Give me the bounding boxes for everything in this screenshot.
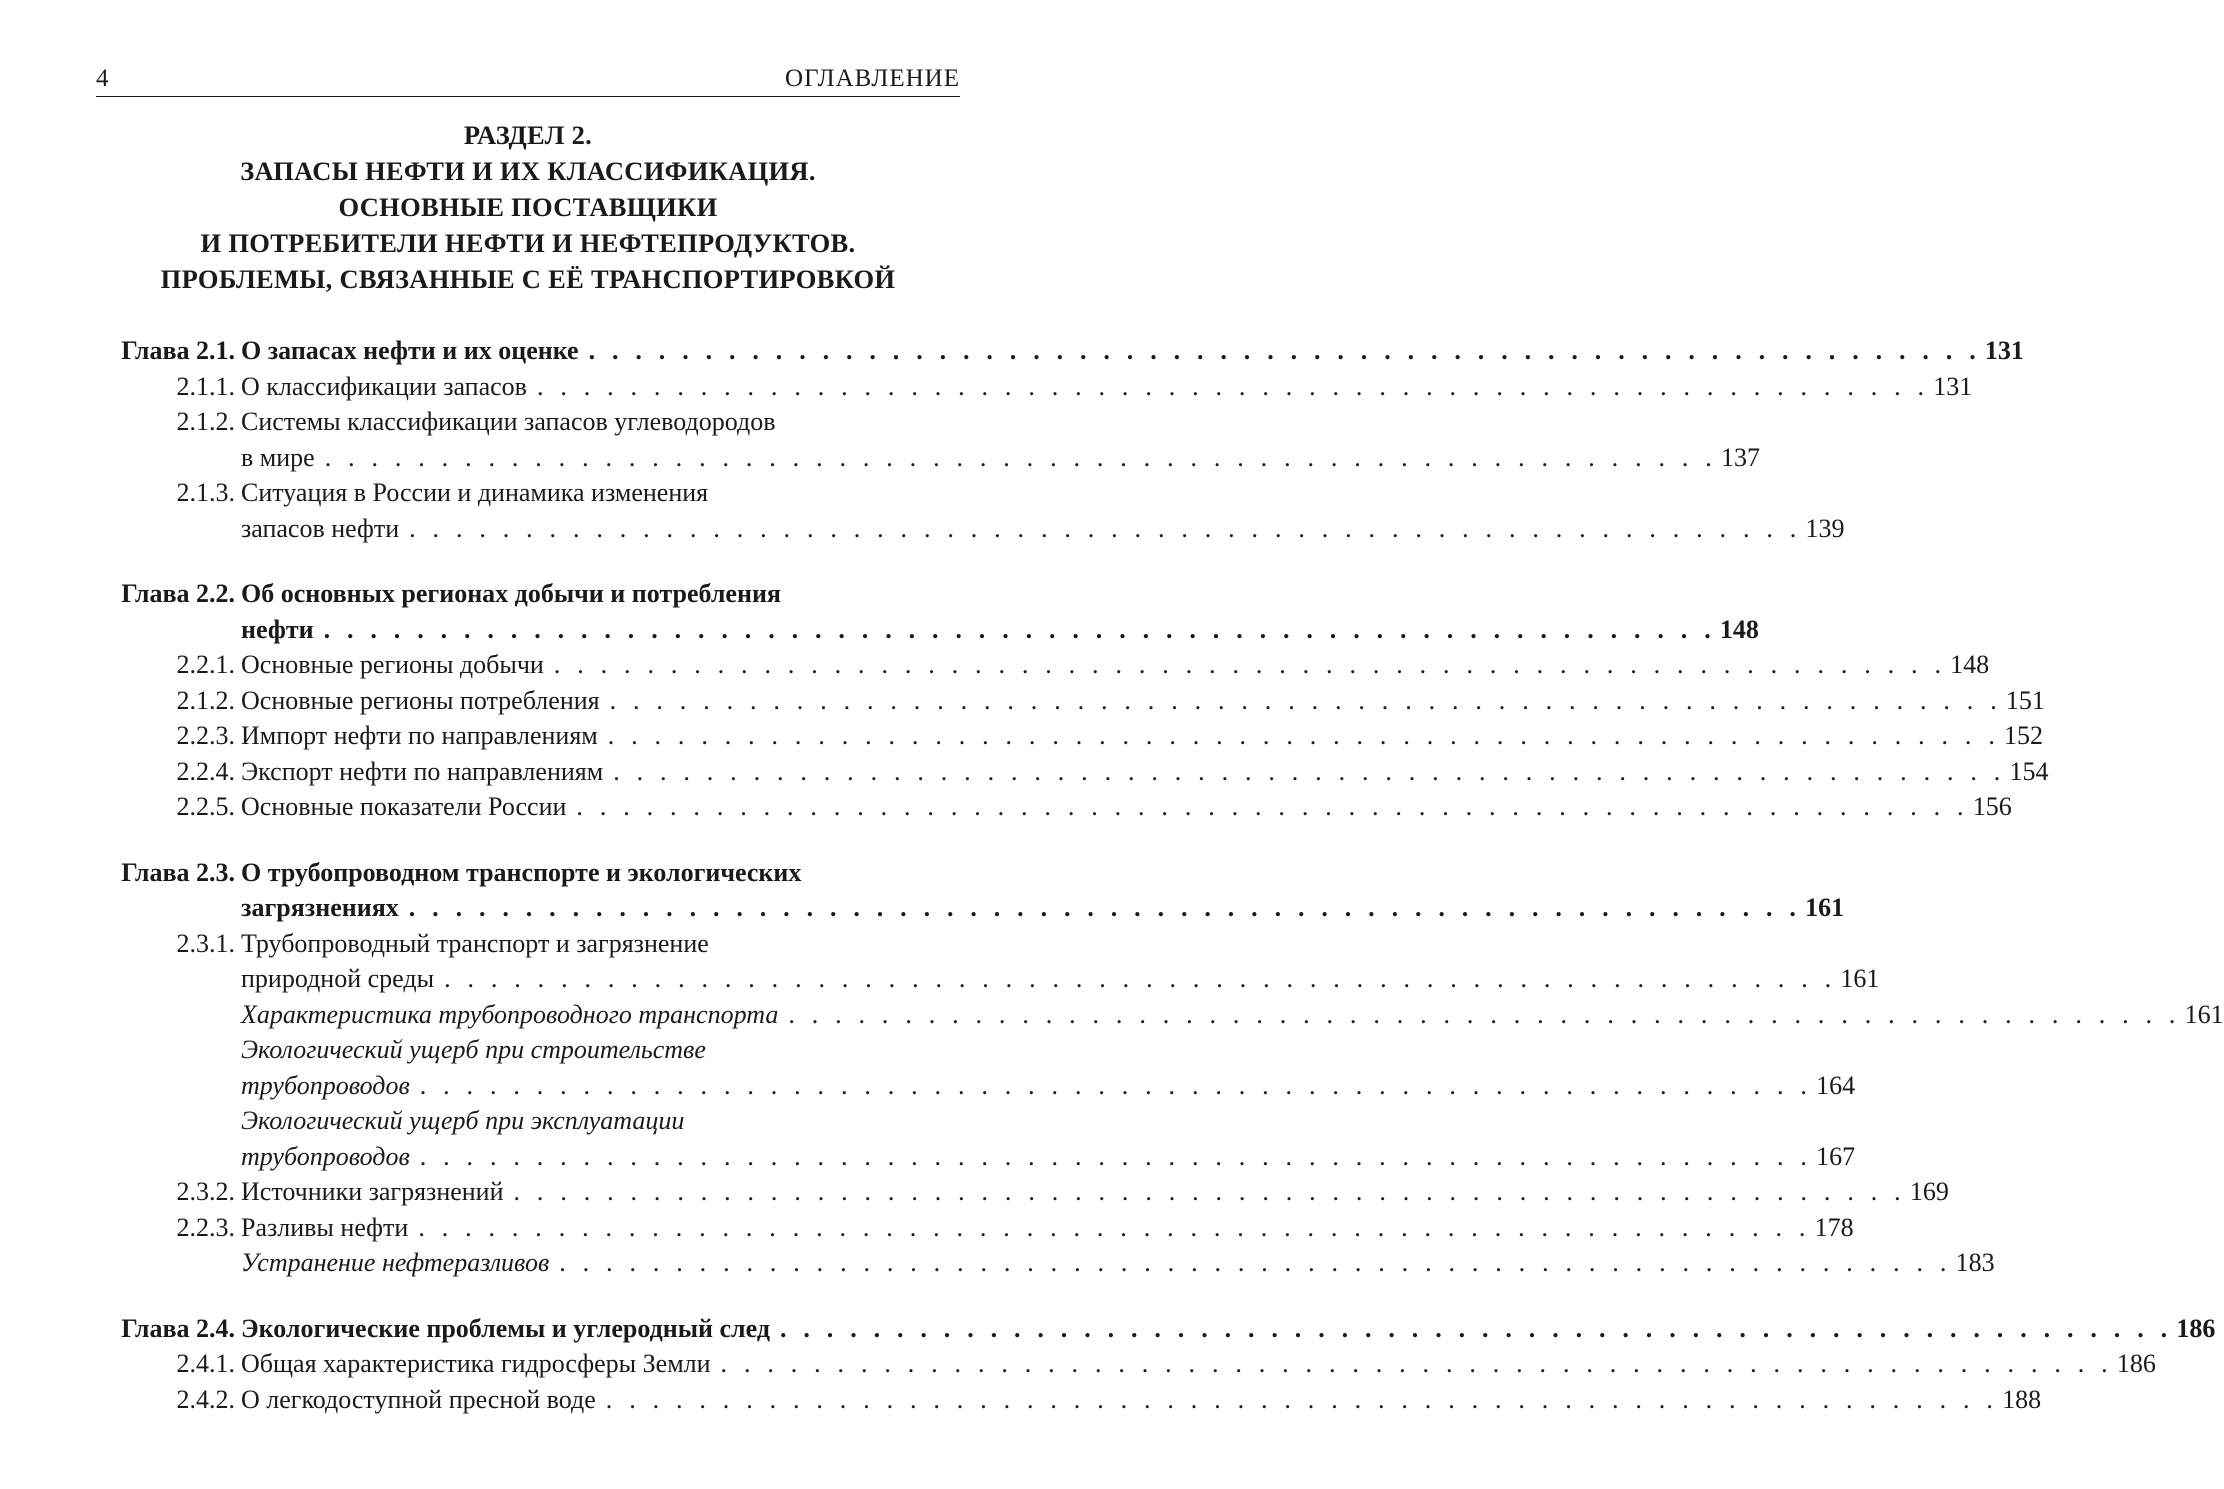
toc-entry-text [241,1210,1854,1246]
toc-leader-dots: . . . . . . . . . . . . . . . . . . . . . . . . . . . . . . . . . . . . . . . . . . . . . . . . . . . . . . . . . . . . [609,685,2002,715]
toc-entry-title: О легкодоступной пресной воде [241,1384,596,1414]
toc-entry-line[interactable] [96,647,1990,683]
toc-entry-number: 2.2.4. [176,756,235,786]
toc-entry-title: Разливы нефти [241,1212,409,1242]
toc-page-number: 139 [1805,513,1845,543]
toc-page-number: 148 [1719,614,1759,644]
toc-entry-text [241,647,1990,683]
section-title-line: И ПОТРЕБИТЕЛИ НЕФТИ И НЕФТЕПРОДУКТОВ. [200,228,856,258]
toc-leader-dots: . . . . . . . . . . . . . . . . . . . . . . . . . . . . . . . . . . . . . . . . . . . . . . . . . . . . . . . . . . . . [559,1248,1952,1277]
toc-entry-title: загрязнениях [241,893,399,922]
toc-entry-text [241,1103,960,1139]
toc-entry-line[interactable] [96,789,2012,825]
toc-entry-line[interactable] [96,1032,960,1068]
toc-page-number: 131 [1984,336,2024,365]
toc-entry-text [241,683,2045,719]
toc-entry-line[interactable] [96,440,1760,476]
toc-entry-text [241,612,1759,648]
toc-entry-number: 2.2.3. [176,1212,235,1242]
toc-entry-number: Глава 2.1. [121,336,235,365]
toc-entry-title: в мире [241,442,315,472]
toc-entry-number: 2.2.1. [176,650,235,679]
toc-entry-number: Глава 2.3. [121,857,235,887]
toc-entry-title: Ситуация в России и динамика изменения [241,478,709,507]
toc-leader-dots: . . . . . . . . . . . . . . . . . . . . . . . . . . . . . . . . . . . . . . . . . . . . . . . . . . . . . . . . . . . . [536,371,1930,401]
toc-page-number: 131 [1933,371,1973,401]
toc-entry-title: О трубопроводном транспорте и экологических [241,857,802,887]
toc-entry-line[interactable] [96,961,1880,997]
toc-entry-title: нефти [241,614,314,644]
running-title: ОГЛАВЛЕНИЕ [785,65,960,92]
toc-entry-line[interactable] [96,1311,2216,1347]
toc-entry-line[interactable] [96,718,2044,754]
toc-entry-number: 2.4.1. [176,1349,235,1378]
toc-page-number: 161 [1840,964,1880,993]
toc-entry-title: Экологический ущерб при эксплуатации [241,1106,685,1135]
toc-page-number: 186 [2176,1313,2216,1343]
toc-entry-line[interactable] [96,1245,1995,1281]
toc-page-number: 148 [1950,650,1990,679]
toc-chapter [96,333,2024,546]
toc-entry-text [241,511,1845,547]
toc-entry-title: Основные регионы добычи [241,650,544,679]
toc-entry-text [241,961,1880,997]
toc-entry-text [241,1382,2042,1418]
toc-entry-text [241,475,960,511]
toc-entry-line[interactable] [96,333,2024,369]
toc-leader-dots: . . . . . . . . . . . . . . . . . . . . . . . . . . . . . . . . . . . . . . . . . . . . . . . . . . . . . . . . . . . . [607,721,2001,750]
toc-entry-title: запасов нефти [241,513,400,543]
toc-entry-text [241,369,1973,405]
toc-page-number: 161 [2184,999,2224,1029]
toc-entry-text [241,855,960,891]
toc-entry-title: Системы классификации запасов углеводородов [241,407,776,436]
section-title-line: ЗАПАСЫ НЕФТИ И ИХ КЛАССИФИКАЦИЯ. [240,156,816,186]
page-number: 4 [96,65,109,92]
toc-entry-line[interactable] [96,1382,2042,1418]
toc-leader-dots: . . . . . . . . . . . . . . . . . . . . . . . . . . . . . . . . . . . . . . . . . . . . . . . . . . . . . . . . . . . . [418,1212,1811,1242]
toc-entry-line[interactable] [96,475,960,511]
toc-page-number: 152 [2004,721,2044,750]
toc-entry-title: Импорт нефти по направлениям [241,721,598,750]
toc-entry-line[interactable] [96,1068,1856,1104]
toc-entry-title: Экологический ущерб при строительстве [241,1035,706,1064]
toc-chapter [96,1311,2216,1418]
toc-chapter [96,855,2224,1281]
toc-entry-line[interactable] [96,612,1759,648]
toc-entry-line[interactable] [96,926,960,962]
toc-entry-number: 2.4.2. [176,1384,235,1414]
toc-entry-title: Экологические проблемы и углеродный след [241,1313,770,1343]
toc-leader-dots: . . . . . . . . . . . . . . . . . . . . . . . . . . . . . . . . . . . . . . . . . . . . . . . . . . . . . . . . . . . . [576,792,1969,821]
toc-entry-text [241,1174,1949,1210]
toc-entry-title: О классификации запасов [241,371,527,401]
section-title-line: РАЗДЕЛ 2. [463,120,593,150]
toc-page-number: 178 [1814,1212,1854,1242]
toc-leader-dots: . . . . . . . . . . . . . . . . . . . . . . . . . . . . . . . . . . . . . . . . . . . . . . . . . . . . . . . . . . . . [444,964,1837,993]
toc-entry-title: трубопроводов [241,1141,410,1171]
toc-leader-dots: . . . . . . . . . . . . . . . . . . . . . . . . . . . . . . . . . . . . . . . . . . . . . . . . . . . . . . . . . . . . [553,650,1947,679]
toc-entry-text [241,1245,1995,1281]
toc-entry-text [241,926,960,962]
toc-leader-dots: . . . . . . . . . . . . . . . . . . . . . . . . . . . . . . . . . . . . . . . . . . . . . . . . . . . . . . . . . . . . [408,893,1802,922]
toc-entry-line[interactable] [96,855,960,891]
toc-leader-dots: . . . . . . . . . . . . . . . . . . . . . . . . . . . . . . . . . . . . . . . . . . . . . . . . . . . . . . . . . . . . [588,336,1981,365]
toc-page-number: 188 [2002,1384,2042,1414]
toc-entry-line[interactable] [96,1103,960,1139]
toc-entry-line[interactable] [96,1346,2156,1382]
toc-entry-title: Общая характеристика гидросферы Земли [241,1349,711,1378]
table-of-contents [96,333,2224,1447]
toc-entry-title: Устранение нефтеразливов [241,1248,550,1277]
toc-entry-text [241,718,2044,754]
running-header [96,64,960,97]
toc-entry-title: Основные регионы потребления [241,685,600,715]
toc-entry-text [241,1032,960,1068]
toc-page-number: 167 [1816,1141,1856,1171]
toc-leader-dots: . . . . . . . . . . . . . . . . . . . . . . . . . . . . . . . . . . . . . . . . . . . . . . . . . . . . . . . . . . . . [323,614,1716,644]
toc-entry-text [241,754,2049,790]
toc-page-number: 169 [1909,1177,1949,1206]
toc-leader-dots: . . . . . . . . . . . . . . . . . . . . . . . . . . . . . . . . . . . . . . . . . . . . . . . . . . . . . . . . . . . . [419,1141,1813,1171]
toc-entry-text [241,1139,1856,1175]
toc-leader-dots: . . . . . . . . . . . . . . . . . . . . . . . . . . . . . . . . . . . . . . . . . . . . . . . . . . . . . . . . . . . . [720,1349,2113,1378]
toc-chapter [96,576,2049,825]
toc-entry-line[interactable] [96,890,1845,926]
toc-entry-title: Экспорт нефти по направлениям [241,756,604,786]
toc-entry-text [241,1346,2156,1382]
toc-entry-number: 2.1.2. [176,685,235,715]
toc-entry-number: Глава 2.4. [121,1313,235,1343]
toc-entry-line[interactable] [96,369,1973,405]
toc-entry-line[interactable] [96,1139,1856,1175]
toc-entry-text [241,576,960,612]
toc-entry-number: 2.2.3. [176,721,235,750]
toc-entry-number: Глава 2.2. [121,579,235,608]
toc-page-number: 164 [1816,1070,1856,1100]
toc-page-number: 156 [1972,792,2012,821]
toc-leader-dots: . . . . . . . . . . . . . . . . . . . . . . . . . . . . . . . . . . . . . . . . . . . . . . . . . . . . . . . . . . . . [780,1313,2173,1343]
toc-entry-text [241,440,1760,476]
toc-entry-title: Источники загрязнений [241,1177,504,1206]
toc-page-number: 161 [1805,893,1845,922]
toc-entry-line[interactable] [96,511,1845,547]
toc-entry-line[interactable] [96,997,2224,1033]
toc-page-number: 186 [2116,1349,2156,1378]
toc-entry-number: 2.2.5. [176,792,235,821]
toc-entry-text [241,789,2012,825]
toc-entry-title: природной среды [241,964,435,993]
toc-leader-dots: . . . . . . . . . . . . . . . . . . . . . . . . . . . . . . . . . . . . . . . . . . . . . . . . . . . . . . . . . . . . [409,513,1802,543]
section-title-line: ОСНОВНЫЕ ПОСТАВЩИКИ [338,192,718,222]
toc-leader-dots: . . . . . . . . . . . . . . . . . . . . . . . . . . . . . . . . . . . . . . . . . . . . . . . . . . . . . . . . . . . . [605,1384,1999,1414]
toc-leader-dots: . . . . . . . . . . . . . . . . . . . . . . . . . . . . . . . . . . . . . . . . . . . . . . . . . . . . . . . . . . . . [788,999,2181,1029]
toc-entry-title: Об основных регионах добычи и потребления [241,579,781,608]
toc-entry-line[interactable] [96,1174,1949,1210]
toc-page-number: 151 [2005,685,2045,715]
toc-entry-number: 2.1.2. [176,407,235,436]
toc-leader-dots: . . . . . . . . . . . . . . . . . . . . . . . . . . . . . . . . . . . . . . . . . . . . . . . . . . . . . . . . . . . . [613,756,2006,786]
toc-entry-number: 2.3.2. [176,1177,235,1206]
toc-entry-title: О запасах нефти и их оценке [241,336,579,365]
section-title-line: ПРОБЛЕМЫ, СВЯЗАННЫЕ С ЕЁ ТРАНСПОРТИРОВКОЙ [160,264,896,294]
toc-entry-line[interactable] [96,576,960,612]
toc-entry-text [241,997,2224,1033]
toc-entry-text [241,333,2024,369]
toc-page-number: 183 [1955,1248,1995,1277]
toc-entry-title: трубопроводов [241,1070,410,1100]
toc-entry-number: 2.3.1. [176,928,235,958]
toc-entry-title: Характеристика трубопроводного транспорта [241,999,779,1029]
toc-entry-line[interactable] [96,1210,1854,1246]
toc-leader-dots: . . . . . . . . . . . . . . . . . . . . . . . . . . . . . . . . . . . . . . . . . . . . . . . . . . . . . . . . . . . . [324,442,1717,472]
toc-page-number: 137 [1721,442,1760,472]
toc-entry-line[interactable] [96,683,2045,719]
toc-leader-dots: . . . . . . . . . . . . . . . . . . . . . . . . . . . . . . . . . . . . . . . . . . . . . . . . . . . . . . . . . . . . [513,1177,1906,1206]
toc-entry-number: 2.1.1. [176,371,235,401]
toc-entry-text [241,404,960,440]
toc-entry-text [241,890,1845,926]
toc-entry-text [241,1068,1856,1104]
toc-entry-title: Основные показатели России [241,792,567,821]
toc-page-number: 154 [2009,756,2049,786]
toc-entry-number: 2.1.3. [176,478,235,507]
toc-entry-text [241,1311,2216,1347]
toc-entry-line[interactable] [96,754,2049,790]
toc-entry-line[interactable] [96,404,960,440]
toc-entry-title: Трубопроводный транспорт и загрязнение [241,928,709,958]
section-title [96,117,960,297]
toc-leader-dots: . . . . . . . . . . . . . . . . . . . . . . . . . . . . . . . . . . . . . . . . . . . . . . . . . . . . . . . . . . . . [419,1070,1813,1100]
